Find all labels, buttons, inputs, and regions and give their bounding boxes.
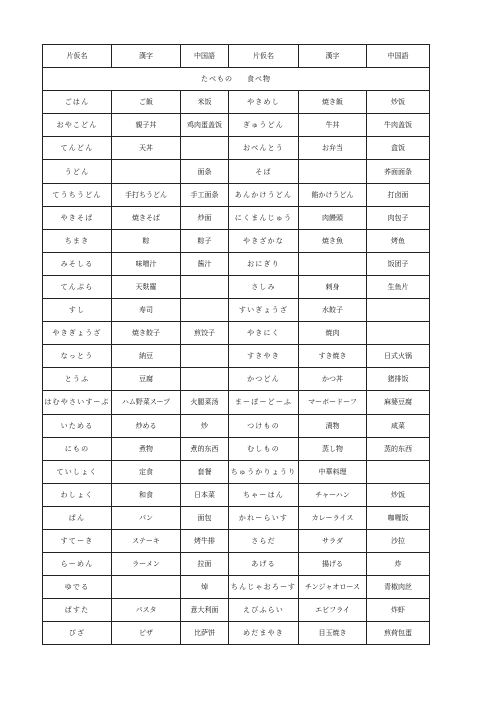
cell-kanji-2: マーボードーフ bbox=[299, 391, 367, 414]
cell-kana-1: ぱすた bbox=[43, 599, 112, 622]
cell-chinese-1: 酱汁 bbox=[181, 252, 229, 275]
table-row bbox=[43, 437, 430, 460]
cell-chinese-2: 青椒肉丝 bbox=[367, 576, 430, 599]
cell-chinese-1: 日本菜 bbox=[181, 483, 229, 506]
cell-kana-2: あんかけうどん bbox=[229, 183, 299, 206]
table-row bbox=[43, 252, 430, 275]
table-row bbox=[43, 275, 430, 298]
cell-chinese-2: 盒饭 bbox=[367, 137, 430, 160]
cell-chinese-1: 火腿菜汤 bbox=[181, 391, 229, 414]
cell-chinese-1: 炒面 bbox=[181, 206, 229, 229]
table-row bbox=[43, 414, 430, 437]
cell-kana-2: すいぎょうざ bbox=[229, 299, 299, 322]
cell-chinese-1: 米饭 bbox=[181, 91, 229, 114]
cell-kana-1: おやこどん bbox=[43, 114, 112, 137]
cell-kanji-2: 焼肉 bbox=[299, 322, 367, 345]
table-row bbox=[43, 529, 430, 552]
cell-kana-2: ちゃーはん bbox=[229, 483, 299, 506]
header-cell-chinese-1: 中国語 bbox=[181, 45, 229, 68]
cell-chinese-1: 比萨饼 bbox=[181, 622, 229, 645]
cell-kana-1: らーめん bbox=[43, 553, 112, 576]
cell-chinese-2: 煎荷包蛋 bbox=[367, 622, 430, 645]
cell-chinese-2: 生鱼片 bbox=[367, 275, 430, 298]
table-row bbox=[43, 553, 430, 576]
cell-kanji-2: 中華料理 bbox=[299, 460, 367, 483]
cell-kana-2: そば bbox=[229, 160, 299, 183]
cell-chinese-2: 牛肉盖饭 bbox=[367, 114, 430, 137]
cell-chinese-2: 咖喱饭 bbox=[367, 506, 430, 529]
table-row bbox=[43, 114, 430, 137]
cell-chinese-1: 煮的东西 bbox=[181, 437, 229, 460]
cell-kana-1: やきぎょうざ bbox=[43, 322, 112, 345]
cell-chinese-1: 面条 bbox=[181, 160, 229, 183]
table-row bbox=[43, 368, 430, 391]
cell-chinese-1: 烤牛排 bbox=[181, 529, 229, 552]
cell-kanji-1: ラーメン bbox=[112, 553, 181, 576]
cell-kanji-2: 漬物 bbox=[299, 414, 367, 437]
cell-chinese-2 bbox=[367, 299, 430, 322]
table-row bbox=[43, 483, 430, 506]
table-row bbox=[43, 299, 430, 322]
cell-kanji-2: 水餃子 bbox=[299, 299, 367, 322]
cell-kanji-1: ピザ bbox=[112, 622, 181, 645]
cell-kana-2: おにぎり bbox=[229, 252, 299, 275]
cell-kana-1: ていしょく bbox=[43, 460, 112, 483]
cell-kanji-1: 焼きそば bbox=[112, 206, 181, 229]
cell-kanji-2: サラダ bbox=[299, 529, 367, 552]
cell-kanji-1: パスタ bbox=[112, 599, 181, 622]
cell-kanji-1: ステーキ bbox=[112, 529, 181, 552]
cell-chinese-1: 面包 bbox=[181, 506, 229, 529]
cell-kanji-1: 煮物 bbox=[112, 437, 181, 460]
cell-kana-1: ぴざ bbox=[43, 622, 112, 645]
cell-kanji-2: 揚げる bbox=[299, 553, 367, 576]
cell-kana-2: あげる bbox=[229, 553, 299, 576]
cell-kanji-1: 焼き餃子 bbox=[112, 322, 181, 345]
cell-chinese-1: 拉面 bbox=[181, 553, 229, 576]
vocabulary-sheet bbox=[42, 44, 430, 645]
cell-chinese-2: 荞面面条 bbox=[367, 160, 430, 183]
header-cell-kana-2: 片仮名 bbox=[229, 45, 299, 68]
table-row bbox=[43, 160, 430, 183]
cell-kanji-1: ハム野菜スープ bbox=[112, 391, 181, 414]
cell-chinese-1: 套餐 bbox=[181, 460, 229, 483]
cell-chinese-1: 鸡肉蛋盖饭 bbox=[181, 114, 229, 137]
cell-kanji-2 bbox=[299, 252, 367, 275]
cell-chinese-1: 炒 bbox=[181, 414, 229, 437]
table-row bbox=[43, 345, 430, 368]
header-cell-chinese-2: 中国語 bbox=[367, 45, 430, 68]
table-row bbox=[43, 183, 430, 206]
cell-chinese-2: 炸虾 bbox=[367, 599, 430, 622]
cell-kana-2: やきめし bbox=[229, 91, 299, 114]
cell-kanji-2: すき焼き bbox=[299, 345, 367, 368]
cell-kanji-2: 目玉焼き bbox=[299, 622, 367, 645]
section-title-row bbox=[43, 68, 430, 91]
header-row bbox=[43, 45, 430, 68]
cell-kana-1: うどん bbox=[43, 160, 112, 183]
cell-kanji-1: 味噌汁 bbox=[112, 252, 181, 275]
cell-kana-2: えびふらい bbox=[229, 599, 299, 622]
cell-kana-1: はむやさいすーぷ bbox=[43, 391, 112, 414]
cell-kanji-2: 刺身 bbox=[299, 275, 367, 298]
table-row bbox=[43, 322, 430, 345]
cell-kana-1: てんどん bbox=[43, 137, 112, 160]
table-row bbox=[43, 506, 430, 529]
cell-chinese-2: 炸 bbox=[367, 553, 430, 576]
cell-kana-1: てうちうどん bbox=[43, 183, 112, 206]
cell-kanji-1: 納豆 bbox=[112, 345, 181, 368]
cell-kana-1: すてーき bbox=[43, 529, 112, 552]
header-cell-kana-1: 片仮名 bbox=[43, 45, 112, 68]
cell-kana-1: ゆでる bbox=[43, 576, 112, 599]
cell-chinese-1 bbox=[181, 299, 229, 322]
cell-chinese-2: 打卤面 bbox=[367, 183, 430, 206]
cell-kana-2: まーぼーどーふ bbox=[229, 391, 299, 414]
cell-chinese-2 bbox=[367, 322, 430, 345]
cell-kana-1: わしょく bbox=[43, 483, 112, 506]
cell-kana-1: いためる bbox=[43, 414, 112, 437]
cell-chinese-1: 焯 bbox=[181, 576, 229, 599]
cell-kanji-2: 蒸し物 bbox=[299, 437, 367, 460]
cell-kana-1: ぱん bbox=[43, 506, 112, 529]
cell-kanji-2: チンジャオロース bbox=[299, 576, 367, 599]
cell-chinese-2: 炒饭 bbox=[367, 91, 430, 114]
table-row bbox=[43, 391, 430, 414]
cell-chinese-2: 猪排饭 bbox=[367, 368, 430, 391]
cell-kana-1: なっとう bbox=[43, 345, 112, 368]
cell-chinese-1 bbox=[181, 345, 229, 368]
cell-chinese-1: 意大利面 bbox=[181, 599, 229, 622]
cell-kanji-1: ご飯 bbox=[112, 91, 181, 114]
cell-kana-1: ちまき bbox=[43, 229, 112, 252]
cell-kanji-1: 定食 bbox=[112, 460, 181, 483]
table-row bbox=[43, 206, 430, 229]
cell-kanji-2: お弁当 bbox=[299, 137, 367, 160]
table-row bbox=[43, 91, 430, 114]
cell-chinese-1 bbox=[181, 275, 229, 298]
cell-chinese-2: 炒饭 bbox=[367, 483, 430, 506]
cell-kana-2: さらだ bbox=[229, 529, 299, 552]
cell-chinese-1 bbox=[181, 137, 229, 160]
cell-kana-1: すし bbox=[43, 299, 112, 322]
header-cell-kanji-1: 漢字 bbox=[112, 45, 181, 68]
table-row bbox=[43, 229, 430, 252]
cell-chinese-1: 煎饺子 bbox=[181, 322, 229, 345]
cell-kanji-1: 寿司 bbox=[112, 299, 181, 322]
cell-kanji-2: 焼き飯 bbox=[299, 91, 367, 114]
table-row bbox=[43, 599, 430, 622]
cell-kana-2: ちゅうかりょうり bbox=[229, 460, 299, 483]
cell-kana-2: めだまやき bbox=[229, 622, 299, 645]
section-title-kana: たべもの bbox=[201, 75, 233, 84]
cell-kana-2: かつどん bbox=[229, 368, 299, 391]
table-row bbox=[43, 137, 430, 160]
cell-kanji-2: 肉饅頭 bbox=[299, 206, 367, 229]
cell-kanji-2: カレーライス bbox=[299, 506, 367, 529]
cell-chinese-1: 粽子 bbox=[181, 229, 229, 252]
cell-chinese-2: 麻婆豆腐 bbox=[367, 391, 430, 414]
table-row bbox=[43, 460, 430, 483]
cell-kanji-1: 天丼 bbox=[112, 137, 181, 160]
cell-chinese-2: 饭团子 bbox=[367, 252, 430, 275]
cell-chinese-2 bbox=[367, 460, 430, 483]
cell-kanji-1 bbox=[112, 576, 181, 599]
cell-kanji-1: 和食 bbox=[112, 483, 181, 506]
cell-kanji-2 bbox=[299, 160, 367, 183]
cell-kana-1: ごはん bbox=[43, 91, 112, 114]
cell-kana-1: てんぷら bbox=[43, 275, 112, 298]
cell-kanji-1: 手打ちうどん bbox=[112, 183, 181, 206]
cell-kanji-2: 餡かけうどん bbox=[299, 183, 367, 206]
cell-kana-2: やきにく bbox=[229, 322, 299, 345]
table-row bbox=[43, 622, 430, 645]
cell-kana-1: とうふ bbox=[43, 368, 112, 391]
cell-kanji-2: 牛丼 bbox=[299, 114, 367, 137]
cell-kanji-1 bbox=[112, 160, 181, 183]
cell-kana-1: やきそば bbox=[43, 206, 112, 229]
section-title-label: 食べ物 bbox=[247, 75, 271, 84]
cell-chinese-2: 蒸的东西 bbox=[367, 437, 430, 460]
cell-kanji-2: エビフライ bbox=[299, 599, 367, 622]
cell-chinese-2: 肉包子 bbox=[367, 206, 430, 229]
cell-chinese-2: 烤鱼 bbox=[367, 229, 430, 252]
cell-chinese-2: 日式火锅 bbox=[367, 345, 430, 368]
cell-chinese-2: 沙拉 bbox=[367, 529, 430, 552]
cell-kanji-1: パン bbox=[112, 506, 181, 529]
section-title bbox=[43, 68, 430, 91]
cell-kana-2: かれーらいす bbox=[229, 506, 299, 529]
cell-kanji-1: 炒める bbox=[112, 414, 181, 437]
vocabulary-table bbox=[42, 44, 430, 645]
cell-kana-2: つけもの bbox=[229, 414, 299, 437]
cell-kanji-2: 焼き魚 bbox=[299, 229, 367, 252]
cell-chinese-1: 手工面条 bbox=[181, 183, 229, 206]
cell-kanji-1: 天麩羅 bbox=[112, 275, 181, 298]
cell-kanji-1: 粽 bbox=[112, 229, 181, 252]
cell-kana-1: みそしる bbox=[43, 252, 112, 275]
header-cell-kanji-2: 漢字 bbox=[299, 45, 367, 68]
cell-kana-2: むしもの bbox=[229, 437, 299, 460]
cell-kana-2: さしみ bbox=[229, 275, 299, 298]
cell-kana-1: にもの bbox=[43, 437, 112, 460]
cell-kana-2: ぎゅうどん bbox=[229, 114, 299, 137]
cell-kana-2: すきやき bbox=[229, 345, 299, 368]
table-row bbox=[43, 576, 430, 599]
cell-kanji-1: 豆腐 bbox=[112, 368, 181, 391]
cell-kana-2: にくまんじゅう bbox=[229, 206, 299, 229]
cell-kana-2: やきざかな bbox=[229, 229, 299, 252]
cell-kana-2: おべんとう bbox=[229, 137, 299, 160]
cell-chinese-1 bbox=[181, 368, 229, 391]
cell-kanji-2: チャーハン bbox=[299, 483, 367, 506]
cell-kana-2: ちんじゃおろーす bbox=[229, 576, 299, 599]
cell-kanji-1: 親子丼 bbox=[112, 114, 181, 137]
cell-kanji-2: かつ丼 bbox=[299, 368, 367, 391]
cell-chinese-2: 咸菜 bbox=[367, 414, 430, 437]
